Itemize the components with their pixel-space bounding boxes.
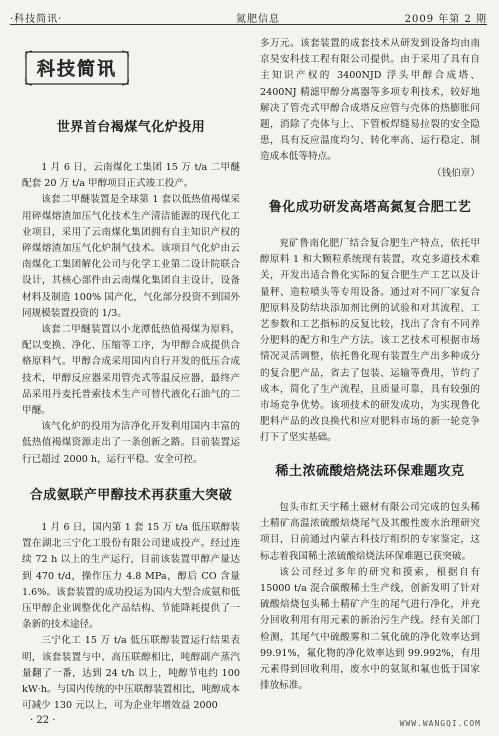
article-4-body [260, 500, 480, 694]
column-logo [24, 48, 130, 88]
paragraph: 1 月 6 日，云南煤化工集团 15 万 t/a 二甲醚配套 20 万 t/a 甲醇项目正式竣工投产。 [22, 162, 240, 190]
paragraph: 三宁化工 15 万 t/a 低压联醇装置运行结果表明，该套装置与中、高压联醇相比，吨醇副产蒸汽量翻了一番，达到 24 t/h 以上，吨醇节电约 100 kW·h。与国内传统的中压联醇装置相比，吨醇成本可减少 130 元以上，可为企业年增效益 2000 [22, 635, 240, 712]
article-1-body [22, 160, 240, 468]
article-title: 世界首台褐煤气化炉投用 [56, 120, 206, 135]
logo-text: 科技简讯 [37, 59, 117, 80]
paragraph: 该套二甲醚装置以小龙潭低热值褐煤为原料，配以变换、净化、压缩等工序，为甲醇合成提供合格原料气。甲醇合成采用国内自行开发的低压合成技术，甲醇反应器采用管壳式等温反应器，最终产品采用丹麦托普索技术生产可替代液化石油气的二甲醚。 [22, 324, 240, 417]
article-2 [22, 488, 240, 504]
article-title: 稀土浓硫酸焙烧法环保难题攻克 [275, 464, 465, 479]
paragraph: 该公司经过多年的研究和摸索，根据自有 15000 t/a 混合碳酸稀土生产线，创新发明了针对硫酸焙烧包头稀土精矿产生的尾气进行净化，并充分回收利用有用元素的新治污生产线。经有关部门检测，其尾气中硫酸雾和二氧化硫的净化效率达到 99.91%，氟化物的净化效率达到 99.992%，有用元素得到回收利用，废水中的氨氮和氟也低于国家排放标准。 [260, 566, 480, 692]
author-signature: （钱伯章） [432, 167, 480, 179]
paragraph: 兖矿鲁南化肥厂结合复合肥生产特点，依托甲醇原料 1 和大颗粒系统现有装置，攻克多道技术难关，开发出适合鲁化实际的复合肥生产工艺以及计量秤、造粒喷头等专用设备。通过对不同厂家复合肥原料及防结块添加剂比例的试验和对其流程、工艺参数和工艺指标的反复比较，找出了含有不同养分肥料的配方和生产方法。该工艺技术可根据市场情况灵活调整，依托鲁化现有装置生产出多种成分的复合肥产品，省去了包装、运输等费用，节约了成本，简化了生产流程，且质量可靠，具有较强的市场竞争优势。该项技术的研发成功，为实现鲁化肥料产品的改良换代和应对肥料市场的新一轮竞争打下了坚实基础。 [260, 238, 480, 444]
paragraph: 包头市红天宇稀土磁材有限公司完成的包头稀土精矿高温浓硫酸焙烧尾气及其酸性废水治理研究项目，日前通过内蒙古科技厅组织的专家鉴定，这标志着我国稀土浓硫酸焙烧法环保难题已获突破。 [260, 502, 480, 562]
page-number: · 22 · [30, 715, 56, 726]
header-rule [10, 24, 487, 25]
paragraph: 该套二甲醚装置是全球第 1 套以低热值褐煤采用碎煤熔渣加压气化技术生产清洁能源的现代化工业项目，采用了云南煤化集团拥有自主知识产权的碎煤熔渣加压气化炉制气技术。该项目气化炉由云南煤化工集团解化公司与化学工业第二设计院联合设计，其核心部件由云南煤化集团自主设计，设备材料及制造 100% 国产化，气化部分投资不到国外同规模装置投资的 1/3。 [22, 194, 240, 319]
article-title: 鲁化成功研发高塔高氮复合肥工艺 [268, 200, 472, 215]
article-title: 合成氨联产甲醇技术再获重大突破 [29, 488, 233, 503]
article-3 [260, 200, 480, 216]
article-2-continued [260, 36, 480, 182]
article-3-body [260, 236, 480, 447]
issue-label: 2009 年第 2 期 [404, 14, 487, 25]
journal-name: 氮肥信息 [236, 14, 280, 25]
article-1 [22, 120, 240, 136]
section-label: ·科技简讯· [10, 14, 63, 25]
paragraph: 该气化炉的投用为洁净化开发利用国内丰富的低热值褐煤资源走出了一条创新之路。目前装置运行已超过 2000 h，运行平稳、安全可控。 [22, 421, 240, 465]
article-4 [260, 464, 480, 480]
paragraph: 多万元。该套装置的成套技术从研发到设备均由南京昊安科技工程有限公司提供。由于采用了具有自主知识产权的 3400NJD 浮头甲醇合成塔、2400NJ 精滤甲醇分离器等多项专利技术，较好地解决了管壳式甲醇合成塔反应管与壳体的热膨胀问题，消除了壳体与上、下管板焊缝易拉裂的安全隐患，具有反应温度均匀、转化率高、运行稳定、制造成本低等特点。 [260, 38, 480, 163]
paragraph: 1 月 6 日，国内第 1 套 15 万 t/a 低压联醇装置在湖北三宁化工股份有限公司建成投产。经过连续 72 h 以上的生产运行，目前该装置甲醇产量达到 470 t/d，操作压力 4.8 MPa，醇后 CO 含量 1.6%。该套装置的成功投运为国内大型合成氨和低压甲醇企业调整优化产品结构、节能降耗提供了一条新的技术途径。 [22, 522, 240, 631]
watermark: WWW.WANGQI.COM [399, 719, 481, 728]
running-header [10, 8, 487, 24]
article-2-body [22, 520, 240, 714]
